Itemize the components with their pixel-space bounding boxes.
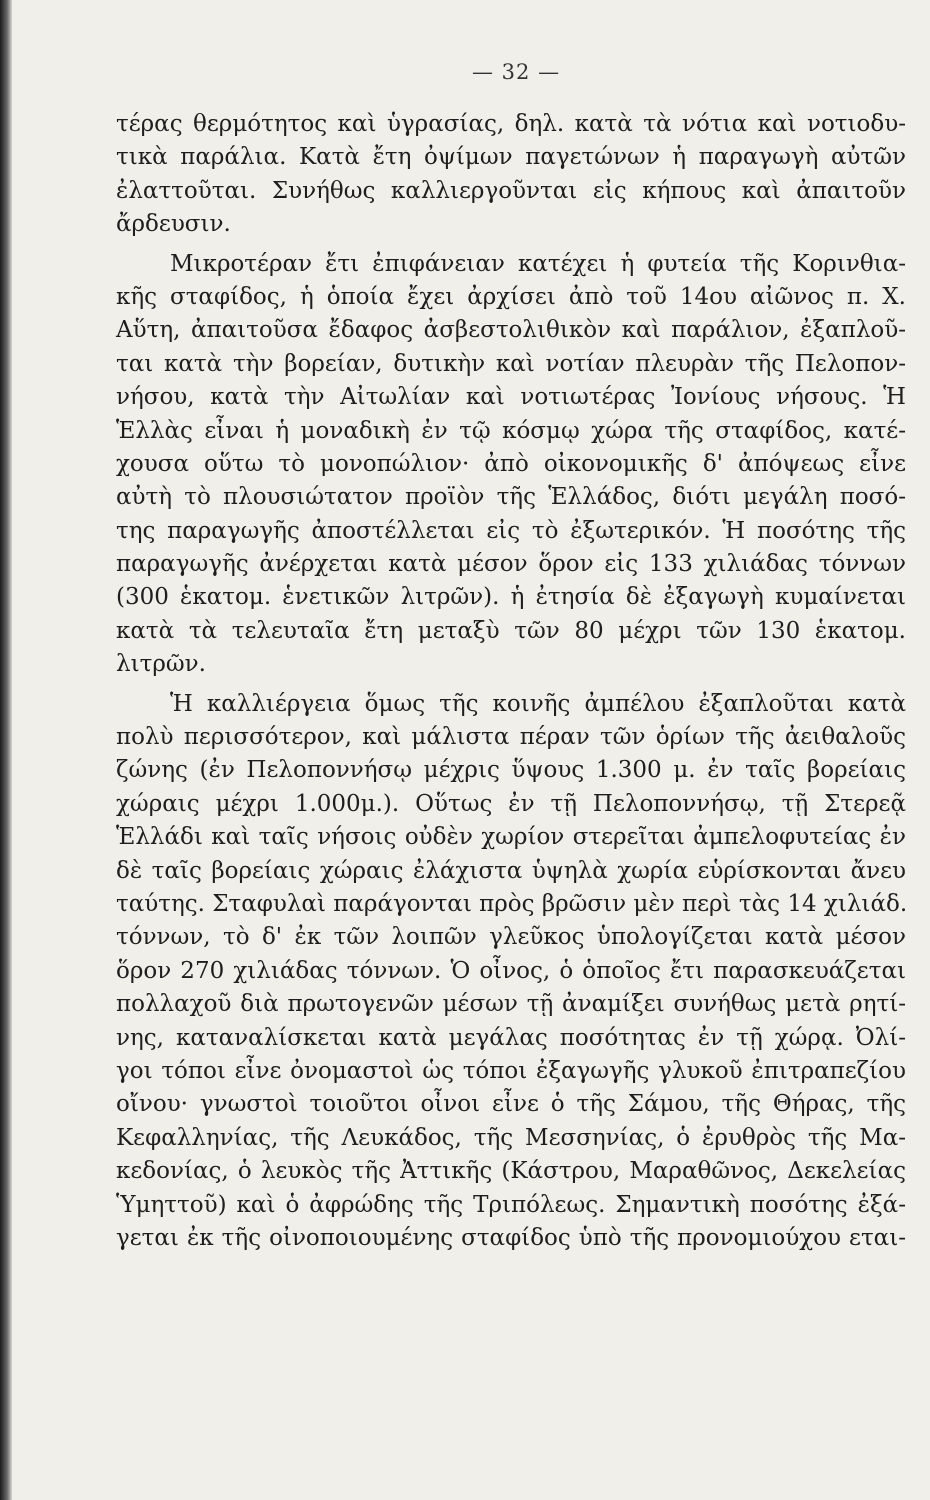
text-line: νης, καταναλίσκεται κατὰ μεγάλας ποσότητας ἐν τῇ χώρᾳ. Ὀλί-: [116, 1024, 906, 1051]
text-line: ἐλαττοῦται. Συνήθως καλλιεργοῦνται εἰς κήπους καὶ ἀπαιτοῦν: [116, 177, 906, 204]
text-line: γεται ἐκ τῆς οἰνοποιουμένης σταφίδος ὑπὸ τῆς προνομιούχου εται-: [116, 1224, 906, 1251]
text-line: αὐτὴ τὸ πλουσιώτατον προϊὸν τῆς Ἑλλάδος, διότι μεγάλη ποσό-: [116, 484, 906, 511]
text-line: (300 ἑκατομ. ἑνετικῶν λιτρῶν). ἡ ἐτησία δὲ ἐξαγωγὴ κυμαίνεται: [116, 584, 906, 611]
page-number: — 32 —: [472, 60, 561, 84]
text-line: πολλαχοῦ διὰ πρωτογενῶν μέσων τῇ ἀναμίξει συνήθως μετὰ ρητί-: [116, 991, 906, 1018]
text-line: παραγωγῆς ἀνέρχεται κατὰ μέσον ὅρον εἰς 133 χιλιάδας τόννων: [116, 551, 906, 578]
text-line: Μικροτέραν ἔτι ἐπιφάνειαν κατέχει ἡ φυτεία τῆς Κορινθια-: [170, 250, 906, 277]
text-line: λιτρῶν.: [116, 651, 206, 678]
body-text: [116, 108, 906, 1255]
text-line: Κεφαλληνίας, τῆς Λευκάδος, τῆς Μεσσηνίας, ὁ ἐρυθρὸς τῆς Μα-: [116, 1124, 906, 1151]
text-line: Αὕτη, ἀπαιτοῦσα ἔδαφος ἀσβεστολιθικὸν καὶ παράλιον, ἐξαπλοῦ-: [116, 317, 906, 344]
text-line: τέρας θερμότητος καὶ ὑγρασίας, δηλ. κατὰ τὰ νότια καὶ νοτιοδυ-: [116, 111, 906, 137]
page-binding-edge: [0, 0, 12, 1500]
text-line: της παραγωγῆς ἀποστέλλεται εἰς τὸ ἐξωτερικόν. Ἡ ποσότης τῆς: [116, 517, 906, 544]
text-line: ται κατὰ τὴν βορείαν, δυτικὴν καὶ νοτίαν πλευρὰν τῆς Πελοπον-: [116, 350, 906, 377]
text-line: κῆς σταφίδος, ἡ ὁποία ἔχει ἀρχίσει ἀπὸ τοῦ 14ου αἰῶνος π. Χ.: [116, 283, 906, 310]
text-line: κατὰ τὰ τελευταῖα ἔτη μεταξὺ τῶν 80 μέχρι τῶν 130 ἑκατομ.: [116, 617, 906, 644]
text-line: ὅρον 270 χιλιάδας τόννων. Ὁ οἶνος, ὁ ὁποῖος ἔτι παρασκευάζεται: [116, 957, 906, 984]
text-line: ἄρδευσιν.: [116, 211, 231, 238]
text-line: πολὺ περισσότερον, καὶ μάλιστα πέραν τῶν ὁρίων τῆς ἀειθαλοῦς: [116, 724, 906, 751]
text-line: Ἡ καλλιέργεια ὅμως τῆς κοινῆς ἀμπέλου ἐξαπλοῦται κατὰ: [170, 690, 906, 717]
text-line: γοι τόποι εἶνε ὀνομαστοὶ ὡς τόποι ἐξαγωγῆς γλυκοῦ ἐπιτραπεζίου: [116, 1057, 906, 1084]
text-line: ζώνης (ἐν Πελοποννήσῳ μέχρις ὕψους 1.300 μ. ἐν ταῖς βορείαις: [116, 757, 906, 784]
paragraph-3: [116, 688, 906, 1256]
text-line: Ἑλλάδι καὶ ταῖς νήσοις οὐδὲν χωρίον στερεῖται ἀμπελοφυτείας ἐν: [116, 824, 906, 851]
text-line: χουσα οὕτω τὸ μονοπώλιον· ἀπὸ οἰκονομικῆς δ' ἀπόψεως εἶνε: [116, 450, 906, 477]
text-line: κεδονίας, ὁ λευκὸς τῆς Ἀττικῆς (Κάστρου, Μαραθῶνος, Δεκελείας: [116, 1158, 906, 1185]
text-line: τικὰ παράλια. Κατὰ ἔτη ὀψίμων παγετώνων ἡ παραγωγὴ αὐτῶν: [116, 144, 906, 171]
text-line: τόννων, τὸ δ' ἐκ τῶν λοιπῶν γλεῦκος ὑπολογίζεται κατὰ μέσον: [116, 924, 906, 951]
text-line: χώραις μέχρι 1.000μ.). Οὕτως ἐν τῇ Πελοποννήσῳ, τῇ Στερεᾷ: [116, 790, 906, 817]
text-line: οἴνου· γνωστοὶ τοιοῦτοι οἶνοι εἶνε ὁ τῆς Σάμου, τῆς Θήρας, τῆς: [116, 1091, 906, 1118]
text-line: νήσου, κατὰ τὴν Αἰτωλίαν καὶ νοτιωτέρας Ἰονίους νήσους. Ἡ: [116, 384, 906, 411]
text-line: Ἑλλὰς εἶναι ἡ μοναδικὴ ἐν τῷ κόσμῳ χώρα τῆς σταφίδος, κατέ-: [116, 417, 906, 444]
text-line: Ὑμηττοῦ) καὶ ὁ ἀφρώδης τῆς Τριπόλεως. Σημαντικὴ ποσότης ἐξά-: [116, 1191, 906, 1218]
paragraph-1: [116, 108, 906, 242]
text-line: ταύτης. Σταφυλαὶ παράγονται πρὸς βρῶσιν μὲν περὶ τὰς 14 χιλιάδ.: [116, 890, 908, 917]
text-line: δὲ ταῖς βορείαις χώραις ἐλάχιστα ὑψηλὰ χωρία εὑρίσκονται ἄνευ: [116, 857, 906, 884]
paragraph-2: [116, 248, 906, 682]
